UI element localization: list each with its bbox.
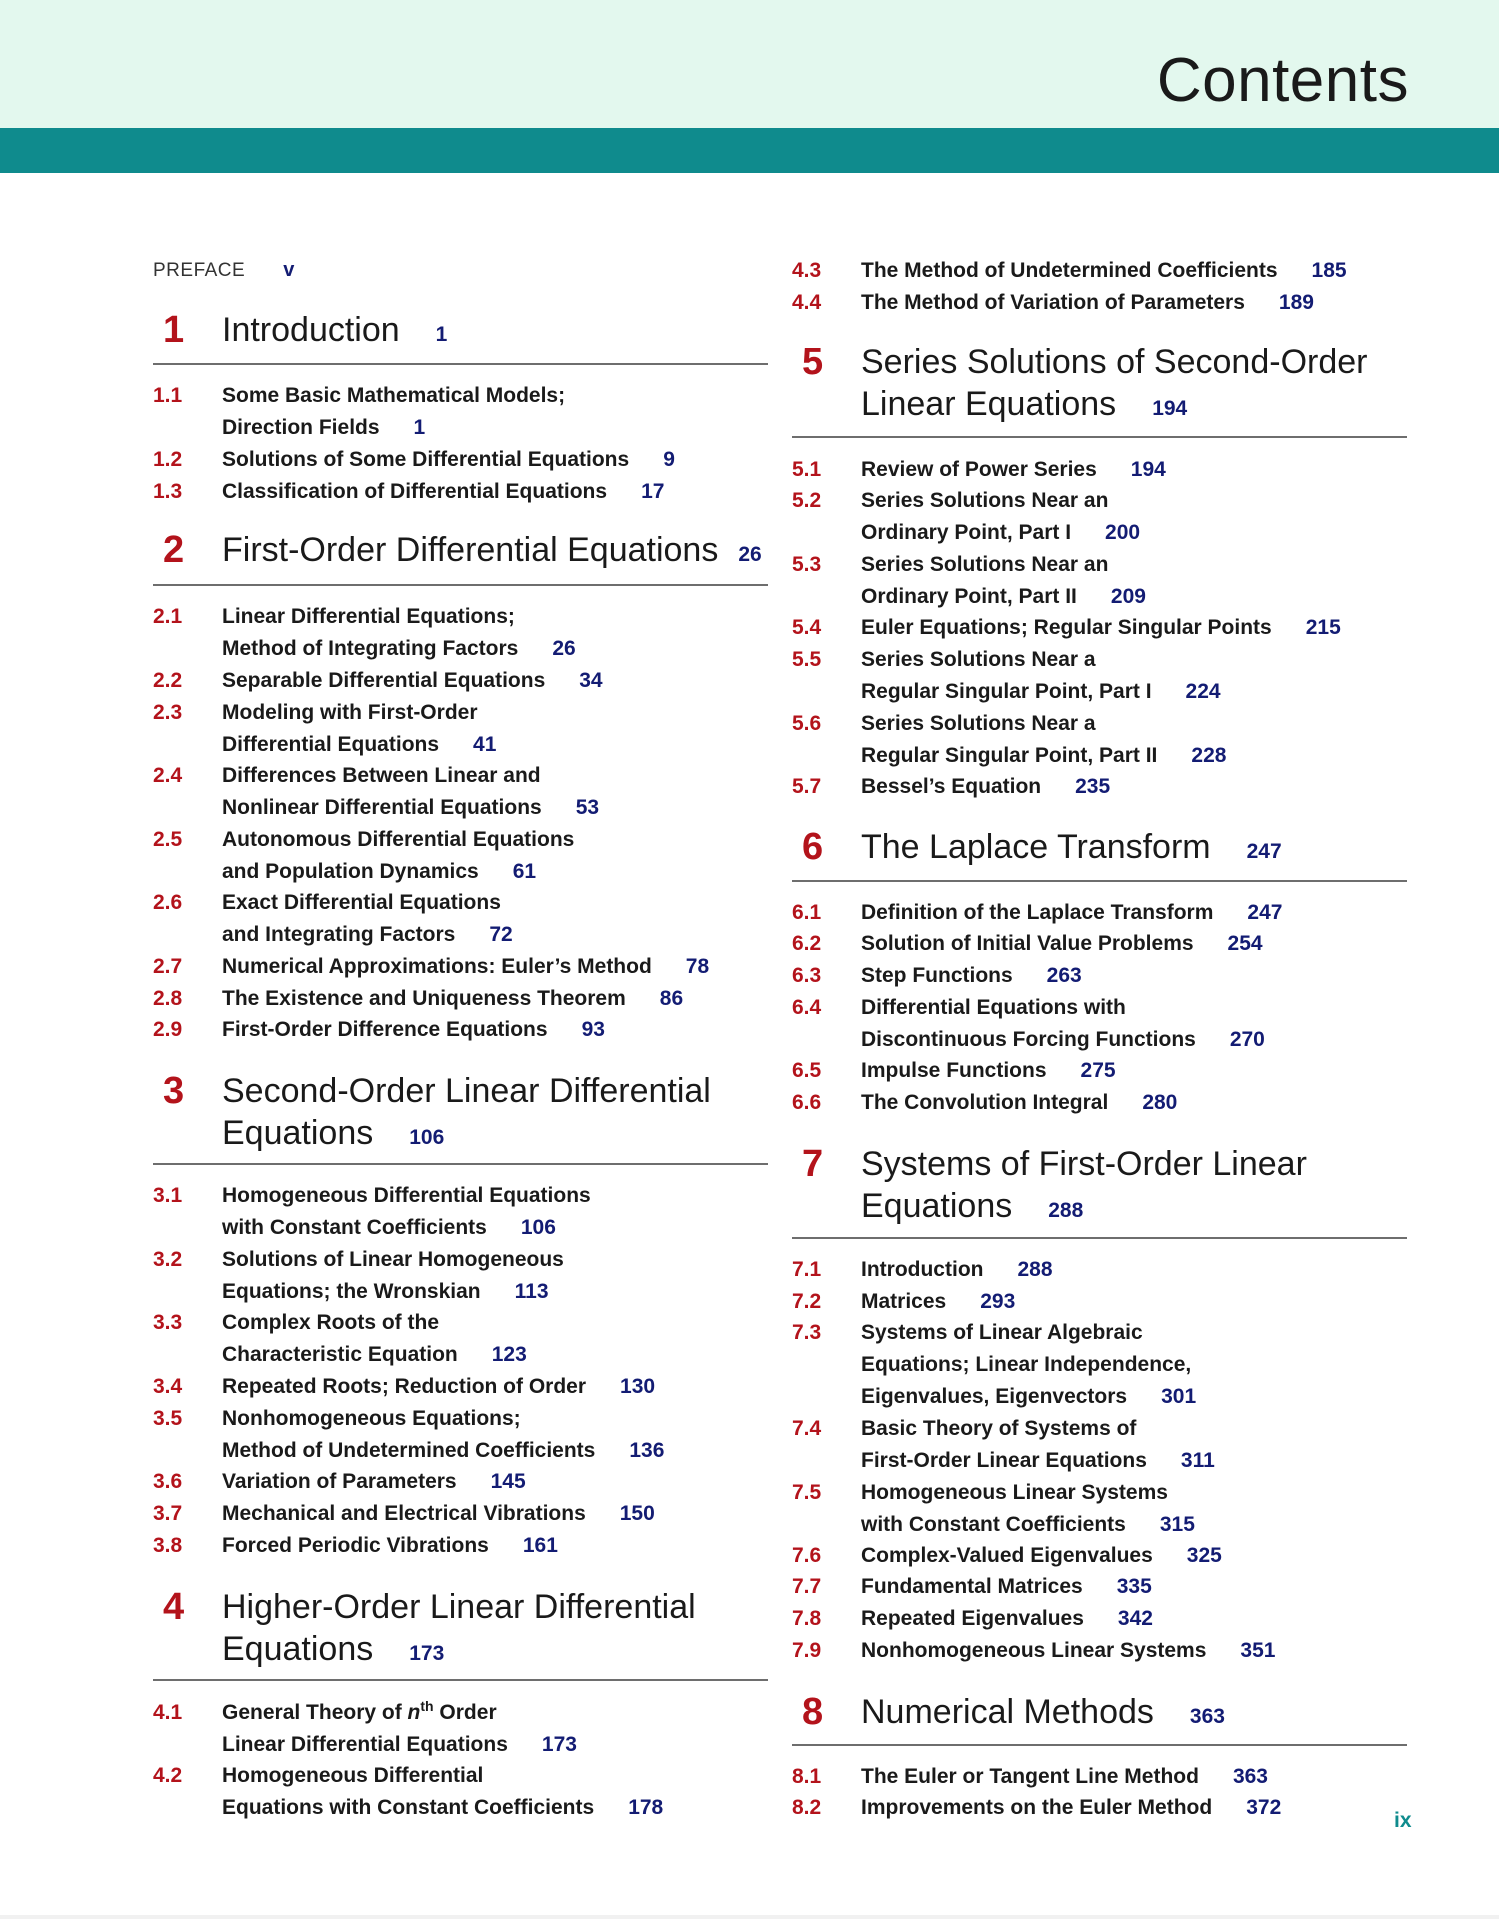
- section-title: Numerical Approximations: Euler’s Method 78: [222, 955, 710, 978]
- accent-band: [0, 128, 1499, 173]
- section-title: Bessel’s Equation 235: [861, 775, 1111, 798]
- section-page: 53: [575, 796, 600, 819]
- section-number: 7.8: [792, 1607, 822, 1630]
- chapter-divider: [153, 1163, 768, 1165]
- section-title: Nonhomogeneous Linear Systems 351: [861, 1639, 1276, 1662]
- section-page: 93: [581, 1018, 605, 1041]
- section-page: 178: [628, 1796, 664, 1819]
- chapter-number: 7: [802, 1143, 824, 1185]
- section-page: 263: [1046, 964, 1082, 987]
- section-number: 1.3: [153, 480, 183, 503]
- preface-label: PREFACE: [153, 260, 246, 281]
- chapter-page: 1: [435, 323, 448, 346]
- section-title: Some Basic Mathematical Models; Direction Fields 1: [222, 384, 566, 439]
- section-page: 41: [473, 733, 497, 756]
- section-number: 2.7: [153, 955, 183, 978]
- chapter-title: Numerical Methods 363: [861, 1693, 1225, 1731]
- section-number: 7.4: [792, 1417, 822, 1440]
- section-number: 2.1: [153, 605, 183, 628]
- section-title: Complex-Valued Eigenvalues 325: [861, 1544, 1222, 1567]
- chapter-divider: [153, 363, 768, 365]
- chapter-number: 8: [802, 1691, 824, 1733]
- section-number: 3.4: [153, 1375, 183, 1398]
- section-number: 6.2: [792, 932, 822, 955]
- section-page: 17: [641, 480, 665, 503]
- chapter-number: 6: [802, 826, 824, 868]
- section-page: 34: [579, 669, 603, 692]
- section-title: Impulse Functions 275: [861, 1059, 1116, 1082]
- section-title: First-Order Difference Equations 93: [222, 1018, 605, 1041]
- section-title: Homogeneous Differential Equations with Constant Coefficients 106: [222, 1184, 591, 1239]
- section-page: 200: [1105, 521, 1141, 544]
- chapter-divider: [153, 584, 768, 586]
- section-page: 189: [1278, 291, 1314, 314]
- section-number: 2.9: [153, 1018, 183, 1041]
- section-title: Introduction 288: [861, 1258, 1053, 1281]
- chapter-title: Higher-Order Linear Differential Equations 173: [222, 1588, 696, 1668]
- section-title: Variation of Parameters 145: [222, 1470, 526, 1493]
- section-title: Definition of the Laplace Transform 247: [861, 901, 1283, 924]
- page-number: ix: [1394, 1809, 1412, 1832]
- chapter-page: 106: [409, 1126, 445, 1149]
- section-number: 7.3: [792, 1321, 822, 1344]
- section-title: Solution of Initial Value Problems 254: [861, 932, 1263, 955]
- chapter-divider: [792, 1744, 1407, 1746]
- chapter-number: 1: [163, 309, 185, 351]
- section-number: 5.3: [792, 553, 822, 576]
- section-number: 4.3: [792, 259, 822, 282]
- chapter-title: The Laplace Transform 247: [861, 828, 1282, 866]
- section-number: 3.7: [153, 1502, 183, 1525]
- section-number: 3.3: [153, 1311, 183, 1334]
- section-page: 311: [1180, 1449, 1215, 1472]
- section-number: 5.5: [792, 648, 822, 671]
- section-number: 8.1: [792, 1765, 822, 1788]
- section-page: 185: [1311, 259, 1347, 282]
- chapter-page: 173: [409, 1642, 445, 1665]
- section-number: 2.8: [153, 987, 183, 1010]
- chapter-title: Series Solutions of Second-Order Linear Equations 194: [861, 343, 1368, 423]
- section-page: 215: [1305, 616, 1341, 639]
- section-title: Matrices 293: [861, 1290, 1016, 1313]
- section-title: Review of Power Series 194: [861, 458, 1166, 481]
- section-number: 2.3: [153, 701, 183, 724]
- chapter-title: Introduction 1: [222, 311, 448, 349]
- section-number: 4.2: [153, 1764, 183, 1787]
- section-number: 2.2: [153, 669, 183, 692]
- section-title: Step Functions 263: [861, 964, 1082, 987]
- section-number: 6.4: [792, 996, 822, 1019]
- section-number: 7.2: [792, 1290, 822, 1313]
- section-page: 113: [514, 1280, 549, 1303]
- chapter-number: 3: [163, 1070, 185, 1112]
- section-title: Series Solutions Near an Ordinary Point, Part II 209: [861, 553, 1146, 608]
- chapter-page: 194: [1152, 397, 1188, 420]
- section-title: Homogeneous Linear Systems with Constant Coefficients 315: [861, 1481, 1195, 1536]
- section-number: 4.1: [153, 1701, 183, 1724]
- toc-preface[interactable]: [153, 259, 294, 282]
- section-number: 4.4: [792, 291, 822, 314]
- section-page: 254: [1227, 932, 1263, 955]
- chapter-title: Second-Order Linear Differential Equations 106: [222, 1072, 711, 1152]
- chapter-page: 363: [1189, 1705, 1225, 1728]
- page-bottom-edge: [0, 1915, 1499, 1919]
- section-number: 5.6: [792, 712, 822, 735]
- section-title: Repeated Eigenvalues 342: [861, 1607, 1153, 1630]
- section-page: 123: [491, 1343, 527, 1366]
- section-title: Series Solutions Near an Ordinary Point, Part I 200: [861, 489, 1141, 544]
- section-title: The Convolution Integral 280: [861, 1091, 1178, 1114]
- section-number: 3.2: [153, 1248, 183, 1271]
- section-title: Separable Differential Equations 34: [222, 669, 603, 692]
- section-page: 161: [522, 1534, 558, 1557]
- section-page: 372: [1246, 1796, 1282, 1819]
- section-title: Autonomous Differential Equations and Population Dynamics 61: [222, 828, 575, 883]
- section-page: 270: [1229, 1028, 1265, 1051]
- section-page: 173: [541, 1733, 577, 1756]
- section-number: 5.1: [792, 458, 822, 481]
- chapter-page: 247: [1246, 840, 1282, 863]
- section-title: Series Solutions Near a Regular Singular Point, Part I 224: [861, 648, 1221, 703]
- chapter-title: First-Order Differential Equations 26: [222, 531, 762, 569]
- section-title: Series Solutions Near a Regular Singular Point, Part II 228: [861, 712, 1227, 767]
- section-number: 7.1: [792, 1258, 822, 1281]
- chapter-divider: [153, 1679, 768, 1681]
- section-number: 2.6: [153, 891, 183, 914]
- section-page: 288: [1017, 1258, 1053, 1281]
- section-number: 1.2: [153, 448, 183, 471]
- section-page: 145: [490, 1470, 526, 1493]
- section-title: Homogeneous Differential Equations with Constant Coefficients 178: [222, 1764, 664, 1819]
- section-number: 8.2: [792, 1796, 822, 1819]
- section-page: 235: [1075, 775, 1111, 798]
- chapter-divider: [792, 1237, 1407, 1239]
- section-page: 351: [1240, 1639, 1276, 1662]
- section-page: 275: [1080, 1059, 1116, 1082]
- section-title: Mechanical and Electrical Vibrations 150: [222, 1502, 655, 1525]
- section-number: 5.2: [792, 489, 822, 512]
- section-title: Differential Equations with Discontinuous Forcing Functions 270: [861, 996, 1265, 1051]
- section-number: 3.8: [153, 1534, 183, 1557]
- section-page: 26: [552, 637, 576, 660]
- page-title: Contents: [1156, 46, 1409, 115]
- section-title: Euler Equations; Regular Singular Points 215: [861, 616, 1341, 639]
- section-page: 315: [1159, 1513, 1195, 1536]
- section-page: 293: [980, 1290, 1016, 1313]
- section-number: 7.6: [792, 1544, 822, 1567]
- section-page: 228: [1191, 744, 1227, 767]
- section-title: Complex Roots of the Characteristic Equation 123: [222, 1311, 527, 1366]
- section-title: Repeated Roots; Reduction of Order 130: [222, 1375, 656, 1398]
- section-number: 3.1: [153, 1184, 183, 1207]
- section-number: 7.5: [792, 1481, 822, 1504]
- section-page: 9: [663, 448, 675, 471]
- section-number: 6.6: [792, 1091, 822, 1114]
- chapter-divider: [792, 880, 1407, 882]
- section-number: 1.1: [153, 384, 183, 407]
- section-title: The Method of Variation of Parameters 189: [861, 291, 1314, 314]
- section-page: 301: [1161, 1385, 1197, 1408]
- section-page: 78: [685, 955, 710, 978]
- section-page: 150: [619, 1502, 655, 1525]
- section-number: 6.1: [792, 901, 822, 924]
- section-number: 7.7: [792, 1575, 822, 1598]
- section-title: Exact Differential Equations and Integrating Factors 72: [222, 891, 513, 946]
- section-title: Forced Periodic Vibrations 161: [222, 1534, 558, 1557]
- section-number: 3.5: [153, 1407, 183, 1430]
- section-page: 209: [1110, 585, 1146, 608]
- section-number: 6.5: [792, 1059, 822, 1082]
- chapter-number: 4: [163, 1586, 185, 1628]
- section-page: 136: [629, 1439, 665, 1462]
- section-title: Linear Differential Equations; Method of Integrating Factors 26: [222, 605, 576, 660]
- section-page: 1: [413, 416, 426, 439]
- section-number: 5.7: [792, 775, 822, 798]
- section-number: 2.5: [153, 828, 183, 851]
- preface-page: v: [283, 259, 295, 281]
- section-number: 6.3: [792, 964, 822, 987]
- section-title: The Existence and Uniqueness Theorem 86: [222, 987, 684, 1010]
- section-title: Modeling with First-Order Differential Equations 41: [222, 701, 497, 756]
- section-title: Fundamental Matrices 335: [861, 1575, 1152, 1598]
- section-number: 2.4: [153, 764, 183, 787]
- section-page: 247: [1247, 901, 1283, 924]
- chapter-page: 26: [738, 543, 762, 566]
- section-title: Solutions of Some Differential Equations 9: [222, 448, 675, 471]
- chapter-title: Systems of First-Order Linear Equations 288: [861, 1145, 1307, 1225]
- section-page: 280: [1142, 1091, 1178, 1114]
- section-title: General Theory of $n^{th}$ Order Linear Differential Equations 173: [222, 1698, 577, 1756]
- section-page: 194: [1130, 458, 1166, 481]
- chapter-divider: [792, 436, 1407, 438]
- section-number: 7.9: [792, 1639, 822, 1662]
- section-page: 335: [1116, 1575, 1152, 1598]
- section-page: 72: [489, 923, 513, 946]
- section-title: Classification of Differential Equations 17: [222, 480, 665, 503]
- section-page: 224: [1185, 680, 1221, 703]
- section-title: Systems of Linear Algebraic Equations; Linear Independence, Eigenvalues, Eigenvectors 301: [861, 1321, 1197, 1408]
- section-page: 342: [1117, 1607, 1153, 1630]
- section-title: Improvements on the Euler Method 372: [861, 1796, 1282, 1819]
- section-title: Solutions of Linear Homogeneous Equations; the Wronskian 113: [222, 1248, 564, 1303]
- chapter-number: 2: [163, 529, 185, 571]
- section-title: Nonhomogeneous Equations; Method of Undetermined Coefficients 136: [222, 1407, 665, 1462]
- section-page: 363: [1232, 1765, 1268, 1788]
- section-number: 3.6: [153, 1470, 183, 1493]
- section-page: 61: [512, 860, 537, 883]
- section-page: 130: [620, 1375, 656, 1398]
- section-title: Basic Theory of Systems of First-Order Linear Equations 311: [861, 1417, 1215, 1472]
- section-page: 86: [659, 987, 684, 1010]
- section-title: The Euler or Tangent Line Method 363: [861, 1765, 1268, 1788]
- chapter-page: 288: [1048, 1199, 1084, 1222]
- section-title: The Method of Undetermined Coefficients 185: [861, 259, 1347, 282]
- section-title: Differences Between Linear and Nonlinear Differential Equations 53: [222, 764, 600, 819]
- chapter-number: 5: [802, 341, 824, 383]
- section-page: 325: [1186, 1544, 1222, 1567]
- section-page: 106: [520, 1216, 556, 1239]
- section-number: 5.4: [792, 616, 822, 639]
